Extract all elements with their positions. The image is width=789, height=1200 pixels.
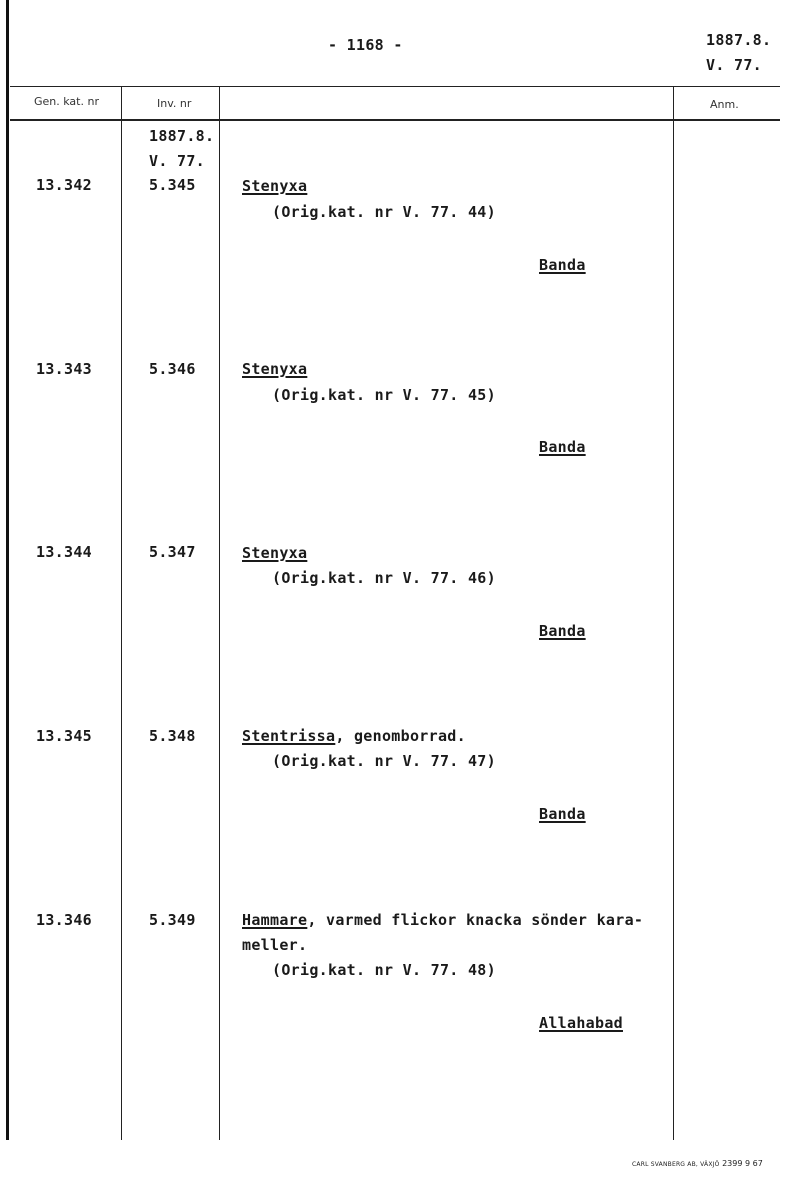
inv-nr: 5.349 (149, 911, 196, 929)
column-divider-inv-desc (219, 86, 220, 1140)
entry-description (242, 360, 307, 378)
form-code: 2399 9 67 (722, 1159, 763, 1168)
printer-imprint (632, 1159, 763, 1168)
object-name: Stentrissa (242, 727, 336, 745)
place-of-origin: Banda (539, 622, 586, 640)
entry-description (242, 911, 643, 929)
gen-kat-nr: 13.345 (36, 727, 92, 745)
gen-kat-nr: 13.343 (36, 360, 92, 378)
place-of-origin: Banda (539, 256, 586, 274)
description-continuation: meller. (242, 936, 308, 954)
orig-kat-ref: (Orig.kat. nr V. 77. 46) (272, 569, 496, 587)
inv-nr: 5.346 (149, 360, 196, 378)
gen-kat-nr: 13.342 (36, 176, 92, 194)
corner-ref-line1: 1887.8. (706, 31, 772, 49)
gen-kat-nr: 13.344 (36, 543, 92, 561)
column-header-inv-nr: Inv. nr (157, 97, 192, 110)
column-divider-desc-anm (673, 86, 674, 1140)
place-of-origin: Banda (539, 805, 586, 823)
entry-description (242, 727, 466, 745)
object-description: , genomborrad. (335, 727, 466, 745)
page-number: - 1168 - (328, 36, 403, 54)
printer-name: CARL SVANBERG AB, VÄXJÖ (632, 1161, 720, 1168)
inv-header-line1: 1887.8. (149, 127, 215, 145)
place-of-origin: Allahabad (539, 1014, 623, 1032)
left-margin-bar (6, 0, 9, 1140)
object-name: Stenyxa (242, 360, 308, 378)
orig-kat-ref: (Orig.kat. nr V. 77. 47) (272, 752, 496, 770)
gen-kat-nr: 13.346 (36, 911, 92, 929)
inv-nr: 5.347 (149, 543, 196, 561)
object-name: Hammare (242, 911, 308, 929)
object-description: , varmed flickor knacka sönder kara- (307, 911, 644, 929)
column-divider-gen-inv (121, 86, 122, 1140)
object-name: Stenyxa (242, 177, 308, 195)
orig-kat-ref: (Orig.kat. nr V. 77. 48) (272, 961, 496, 979)
header-bottom-rule (10, 119, 780, 121)
object-name: Stenyxa (242, 544, 308, 562)
inv-nr: 5.348 (149, 727, 196, 745)
entry-description (242, 177, 307, 195)
inv-nr: 5.345 (149, 176, 196, 194)
inv-header-line2: V. 77. (149, 152, 205, 170)
column-header-gen-kat-nr: Gen. kat. nr (34, 95, 99, 108)
orig-kat-ref: (Orig.kat. nr V. 77. 44) (272, 203, 496, 221)
place-of-origin: Banda (539, 438, 586, 456)
column-header-anm: Anm. (710, 98, 739, 111)
corner-ref-line2: V. 77. (706, 56, 762, 74)
entry-description (242, 544, 307, 562)
header-top-rule (10, 86, 780, 87)
orig-kat-ref: (Orig.kat. nr V. 77. 45) (272, 386, 496, 404)
